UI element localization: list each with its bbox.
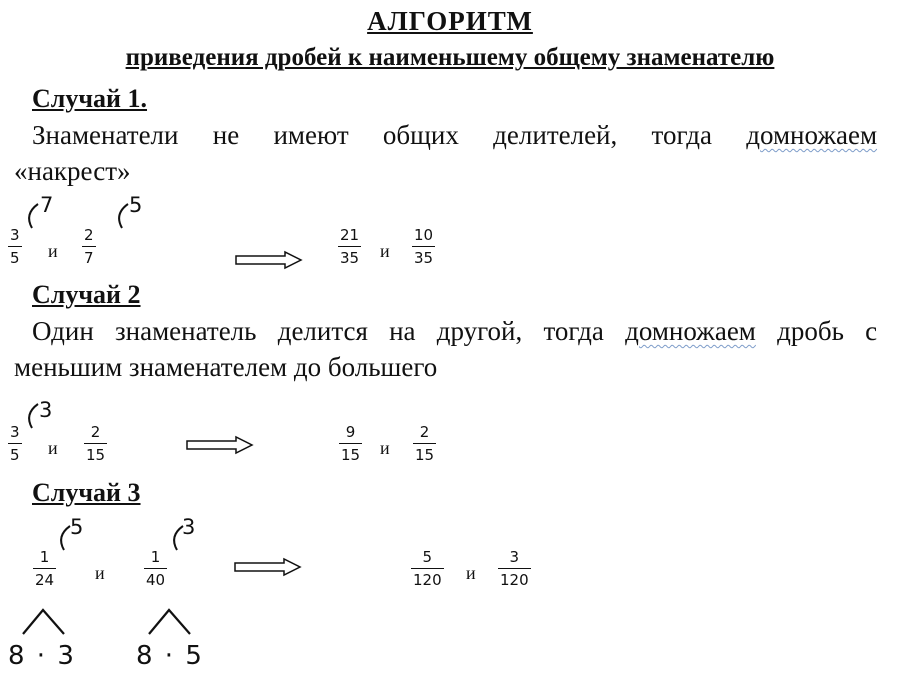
case1-output-fraction-2: [412, 228, 435, 266]
case2-output-fraction-1: [339, 425, 362, 463]
word: дробь: [777, 316, 844, 346]
case1-text-line1: [32, 120, 877, 151]
denominator: 24: [35, 571, 55, 589]
numerator: 21: [340, 226, 360, 244]
denominator: 120: [413, 571, 442, 589]
conjunction: и: [380, 241, 390, 261]
numerator: 3: [10, 423, 20, 441]
case1-output-fraction-1: [338, 228, 361, 266]
case1-heading: Случай 1.: [32, 84, 148, 113]
word: другой,: [436, 316, 523, 346]
case3-output-fraction-1: [411, 550, 444, 588]
word: общих: [382, 120, 459, 150]
word: тогда: [543, 316, 604, 346]
implies-arrow-icon: [186, 436, 256, 454]
denominator: 15: [86, 446, 106, 464]
case2-text-line1: [32, 316, 877, 347]
word: имеют: [273, 120, 349, 150]
word: знаменатель: [115, 316, 257, 346]
numerator: 1: [150, 548, 161, 566]
case3-input-fraction-2: [144, 550, 167, 588]
case3-factorization-1: 8 · 3: [8, 641, 76, 671]
implies-arrow-icon: [234, 558, 304, 576]
denominator: 5: [10, 446, 20, 464]
case3-multiplier-2: 3: [182, 515, 196, 539]
numerator: 3: [10, 226, 20, 244]
conjunction: и: [380, 438, 390, 458]
numerator: 5: [422, 548, 433, 566]
denominator: 40: [146, 571, 166, 589]
case2-text-line2: меньшим знаменателем до большего: [14, 352, 438, 382]
case2-output-fraction-2: [413, 425, 436, 463]
numerator: 9: [345, 423, 356, 441]
conjunction: и: [466, 563, 476, 583]
word: делителей,: [493, 120, 618, 150]
case2-multiplier: 3: [39, 398, 53, 422]
case1-text-line2: «накрест»: [14, 156, 131, 186]
word: Один: [32, 316, 94, 346]
numerator: 2: [90, 423, 101, 441]
denominator: 120: [500, 571, 529, 589]
conjunction: и: [48, 241, 58, 261]
conjunction: и: [95, 563, 105, 583]
numerator: 10: [414, 226, 434, 244]
case3-factorization-2: 8 · 5: [136, 641, 204, 671]
word: с: [865, 316, 878, 346]
numerator: 1: [39, 548, 50, 566]
case1-multiplier-2: 5: [129, 193, 143, 217]
denominator: 35: [340, 249, 360, 267]
denominator: 7: [84, 249, 94, 267]
word: Знаменатели: [32, 120, 179, 150]
case3-multiplier-1: 5: [70, 515, 84, 539]
case3-output-fraction-2: [498, 550, 531, 588]
case2-input-fraction-1: [8, 425, 22, 463]
word-spellcheck: домножаем: [746, 120, 878, 150]
denominator: 15: [415, 446, 435, 464]
case1-multiplier-1: 7: [40, 193, 54, 217]
numerator: 3: [509, 548, 520, 566]
denominator: 35: [414, 249, 434, 267]
word: тогда: [651, 120, 712, 150]
conjunction: и: [48, 438, 58, 458]
case3-heading: Случай 3: [32, 478, 141, 507]
word-spellcheck: домножаем: [625, 316, 756, 346]
case2-heading: Случай 2: [32, 280, 141, 309]
case3-input-fraction-1: [33, 550, 56, 588]
implies-arrow-icon: [235, 251, 305, 269]
denominator: 5: [10, 249, 20, 267]
page-title: АЛГОРИТМ: [367, 6, 533, 36]
case1-input-fraction-1: [8, 228, 22, 266]
word: не: [212, 120, 240, 150]
case1-input-fraction-2: [82, 228, 96, 266]
word: делится: [277, 316, 368, 346]
word: на: [389, 316, 416, 346]
numerator: 2: [84, 226, 94, 244]
denominator: 15: [341, 446, 361, 464]
factor-tree-icon: [20, 606, 68, 636]
numerator: 2: [419, 423, 430, 441]
case2-input-fraction-2: [84, 425, 107, 463]
factor-tree-icon: [146, 606, 194, 636]
page-subtitle: приведения дробей к наименьшему общему знаменателю: [125, 44, 775, 71]
